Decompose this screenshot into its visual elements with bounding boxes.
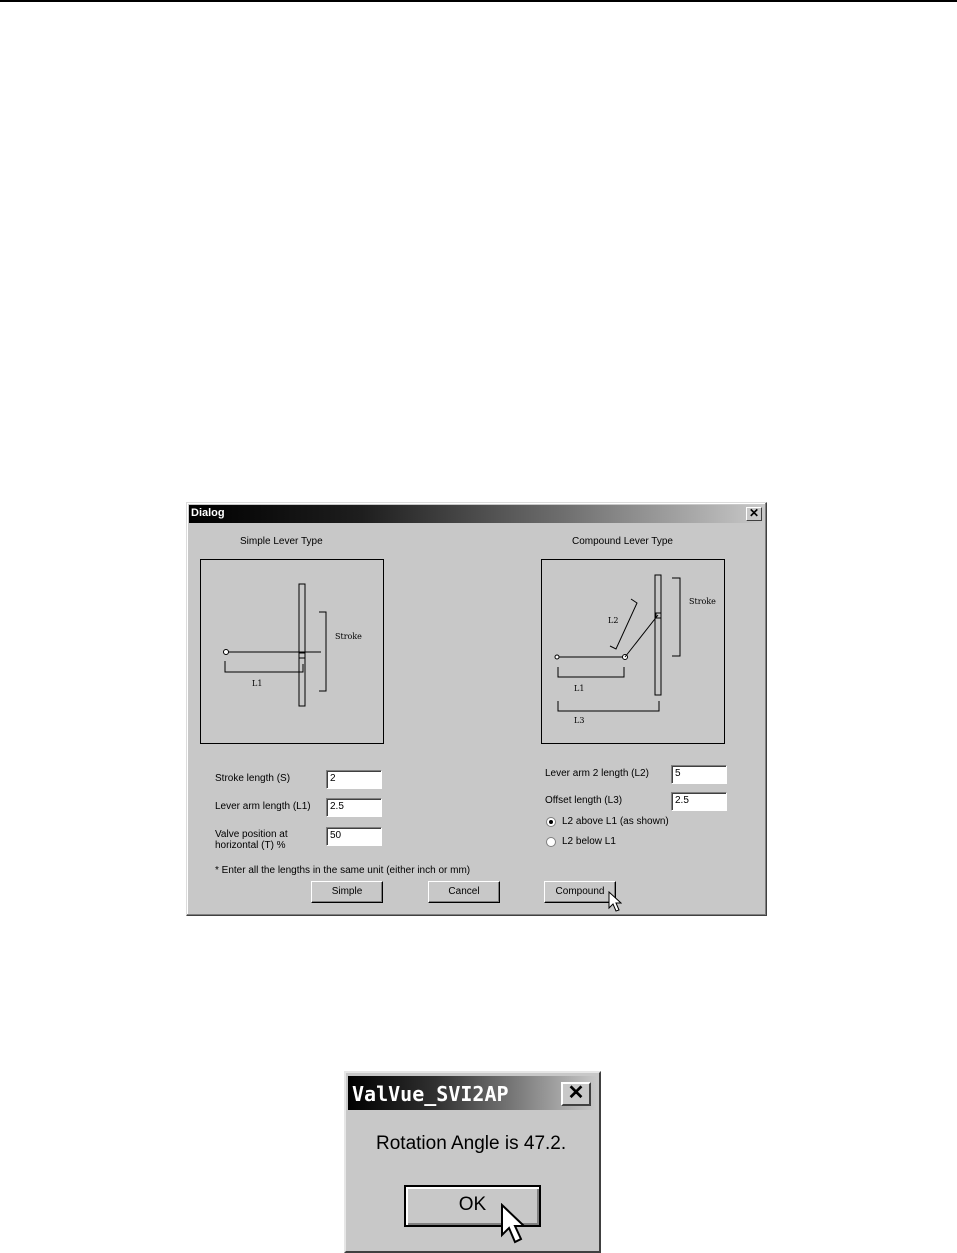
page-top-rule [0,0,957,2]
valve-position-label-line1: Valve position at [215,829,288,840]
compound-l2-label: L2 [608,616,619,625]
ok-button[interactable]: OK [404,1185,541,1227]
valve-position-label-line2: horizontal (T) % [215,840,286,851]
compound-stroke-label: Stroke [689,597,716,606]
radio-selected-dot [549,820,553,824]
compound-button[interactable]: Compound [544,881,616,903]
lever-arm-2-length-field[interactable]: 5 [671,765,727,784]
lever-arm-2-length-label: Lever arm 2 length (L2) [545,768,649,779]
lever-arm-length-field[interactable]: 2.5 [326,798,382,817]
dialog-title: Dialog [191,507,225,519]
radio-l2-below-label[interactable]: L2 below L1 [562,836,616,847]
simple-lever-diagram [200,559,384,744]
dialog-close-button[interactable] [746,507,762,521]
message-box-title: ValVue_SVI2AP [352,1082,509,1106]
simple-button[interactable]: Simple [311,881,383,903]
compound-l1-label: L1 [574,684,585,693]
simple-lever-drawing [201,560,385,745]
simple-stroke-label: Stroke [335,632,362,641]
compound-lever-diagram [541,559,725,744]
message-text: Rotation Angle is 47.2. [376,1133,567,1154]
radio-l2-above[interactable] [546,817,556,827]
compound-lever-heading: Compound Lever Type [572,536,673,547]
cancel-button[interactable]: Cancel [428,881,500,903]
compound-lever-drawing [542,560,726,745]
units-note: * Enter all the lengths in the same unit (either inch or mm) [215,865,471,876]
close-icon: ✕ [567,1082,585,1104]
message-box-titlebar[interactable] [348,1076,597,1110]
message-box-close-button[interactable] [561,1082,591,1106]
valve-position-field[interactable]: 50 [326,827,382,846]
stroke-length-label: Stroke length (S) [215,773,291,784]
stroke-length-field[interactable]: 2 [326,770,382,789]
lever-dialog [186,502,767,916]
close-icon: ✕ [748,506,760,520]
lever-arm-length-label: Lever arm length (L1) [215,801,311,812]
mouse-pointer-icon [500,1203,526,1245]
dialog-titlebar[interactable] [189,505,764,523]
compound-l3-label: L3 [574,716,585,725]
offset-length-label: Offset length (L3) [545,795,623,806]
simple-l1-label: L1 [252,679,263,688]
radio-l2-above-label[interactable]: L2 above L1 (as shown) [562,816,669,827]
offset-length-field[interactable]: 2.5 [671,792,727,811]
message-box [344,1071,601,1253]
mouse-pointer-icon [608,891,622,913]
simple-lever-heading: Simple Lever Type [240,536,323,547]
radio-l2-below[interactable] [546,837,556,847]
